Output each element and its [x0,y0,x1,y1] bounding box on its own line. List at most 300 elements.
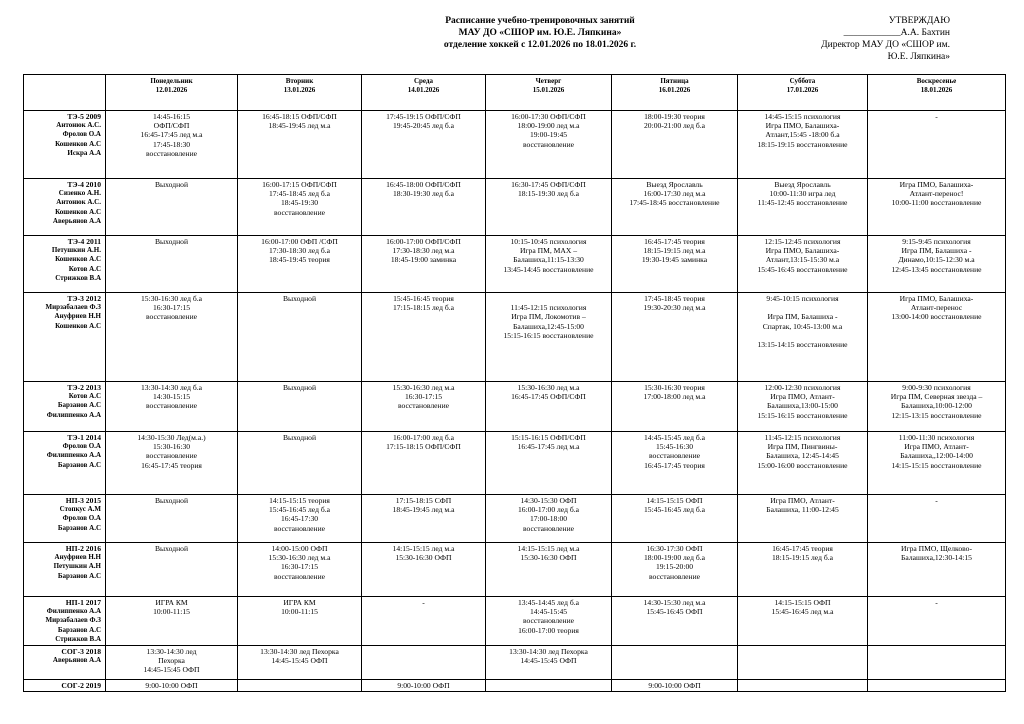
schedule-cell [238,179,362,236]
coach-name: Филиппенко А.А [46,410,101,419]
schedule-line: Выходной [282,294,317,303]
day-header [868,75,1006,111]
schedule-line: Динамо,10:15-12:30 м.а [898,255,975,265]
schedule-line: 13:30-14:30 лед Пехорка [260,647,339,657]
schedule-line: восстановление [273,523,326,533]
schedule-cell [486,111,612,179]
schedule-line [487,294,610,303]
schedule-line: 10:00-11:00 восстановление [891,198,982,208]
schedule-cell [106,597,238,646]
schedule-line: 17:45-18:30 [152,139,191,149]
schedule-line: 16:00-17:00 теория [518,625,579,635]
schedule-cell [612,597,738,646]
day-name: Четверг [535,77,562,85]
schedule-line: 10:00-11:15 [281,607,318,617]
schedule-line: восстановление [145,148,198,158]
schedule-line [739,647,866,656]
schedule-line [869,647,1004,656]
schedule-line: Игра ПМ, МАХ – [519,246,578,256]
schedule-line: восстановление [145,451,198,461]
schedule-cell [362,111,486,179]
schedule-line: 13:45-14:45 восстановление [503,264,594,274]
schedule-line: 17:15-18:15 СФП [395,496,452,505]
schedule-line: ОФП/СФП [153,121,190,131]
day-name: Воскресенье [916,77,957,85]
schedule-line [613,647,736,656]
schedule-line: 12:15-12:45 психология [764,237,841,246]
schedule-line: 14:30-15:30 лед м.а [643,598,706,607]
schedule-line: 14:15-15:15 восстановление [891,460,982,470]
coach-name: Стрижков В.А [55,634,101,643]
schedule-line: 16:30-17:15 [404,392,443,402]
schedule-line: Игра ПМО, Балашиха- [899,294,974,303]
approval-line-1: УТВЕРЖДАЮ [888,16,950,26]
schedule-line: 14:45-15:45 [529,607,568,617]
coach-name: Филиппенко А.А [46,607,101,616]
coach-name: Кошенков А.С [55,139,101,148]
schedule-line: 16:00-17:00 лед б.а [393,433,454,442]
schedule-cell [362,236,486,293]
schedule-cell [238,597,362,646]
schedule-cell [738,495,868,543]
schedule-cell [486,597,612,646]
schedule-cell [106,495,238,543]
schedule-line: 14:15-15:15 ОФП [646,496,703,505]
schedule-line [739,681,866,690]
schedule-line: Игра ПМО, Атлант- [904,442,969,452]
schedule-line: Балашиха, 12:45-14:45 [766,451,839,461]
schedule-line: Балашиха, 11:00-12:45 [766,505,839,515]
group-cell [24,597,106,646]
schedule-line: 16:45-17:45 лед м.а [517,442,580,452]
schedule-cell [612,646,738,680]
schedule-cell [238,680,362,692]
coach-name: Ануфриев Н.Н [54,312,101,321]
group-name: ТЭ-4 2011 [67,237,101,246]
schedule-cell [868,179,1006,236]
schedule-line: - [935,496,938,505]
schedule-line: 16:45-17:45 теория [772,544,833,553]
group-name: ТЭ-5 2009 [67,112,101,121]
group-row [24,646,1006,680]
schedule-cell [106,111,238,179]
schedule-line: Игра ПМО, Балашиха- [765,246,840,256]
schedule-line: 10:15-10:45 психология [510,237,587,246]
schedule-line: Выходной [154,237,189,246]
coach-name: Филиппенко А.А [46,451,101,460]
schedule-line: Игра ПМ, Балашиха - [901,246,972,256]
schedule-line: ИГРА КМ [283,598,316,607]
schedule-cell [486,432,612,495]
schedule-line: Игра ПМО, Балашиха- [899,180,974,189]
schedule-line: 13:30-14:30 лед [146,647,197,657]
schedule-line: 17:15-18:15 ОФП/СФП [386,442,461,452]
schedule-line: - [935,112,938,121]
schedule-line: ИГРА КМ [155,598,188,607]
group-cell [24,382,106,432]
schedule-line: 15:30-16:30 лед м.а [517,383,580,392]
schedule-line: Выходной [154,180,189,189]
schedule-line: 14:45-15:45 ОФП [271,656,328,666]
group-cell [24,432,106,495]
schedule-cell [486,382,612,432]
group-row [24,597,1006,646]
schedule-cell [238,382,362,432]
group-row [24,543,1006,597]
schedule-line: 18:45-19:45 лед м.а [268,121,331,131]
schedule-line: Балашиха,13:00-15:00 [767,401,838,411]
coach-name: Петушкин А.Н [53,562,101,571]
schedule-line [363,647,484,656]
schedule-line: 18:15-19:15 лед б.а [772,553,833,563]
schedule-line: 17:30-18:30 лед б.а [269,246,330,256]
group-row [24,179,1006,236]
schedule-line: 18:00-19:30 теория [644,112,705,121]
schedule-cell [738,293,868,382]
schedule-cell [362,382,486,432]
schedule-cell [238,543,362,597]
schedule-line: Балашиха,11:15-13:30 [513,255,584,265]
schedule-line: восстановление [273,571,326,581]
group-cell [24,236,106,293]
schedule-line: 12:45-13:45 восстановление [891,264,982,274]
coach-name: Фролов О.А [62,442,101,451]
schedule-body [24,111,1006,692]
schedule-line: Балашиха,,12:00-14:00 [900,451,973,461]
schedule-line: Выходной [154,544,189,553]
schedule-cell [362,646,486,680]
schedule-line: 18:15-19:30 лед б.а [518,189,579,199]
schedule-line: 14:15-15:15 лед м.а [392,544,455,553]
day-header [612,75,738,111]
schedule-line: Выезд Ярославль [774,180,831,189]
coach-name: Петушкин А.Н. [51,246,101,255]
schedule-cell [362,432,486,495]
approval-line-3: Директор МАУ ДО «СШОР им. [821,40,950,50]
schedule-cell [106,293,238,382]
schedule-line: 15:30-16:30 лед м.а [392,383,455,392]
day-header [238,75,362,111]
group-name: СОГ-2 2019 [61,681,101,691]
schedule-line [869,681,1004,690]
schedule-line: 16:30-17:15 [280,562,319,572]
schedule-line: 10:00-11:30 игра лед [769,189,836,199]
schedule-cell [362,495,486,543]
schedule-cell [486,293,612,382]
schedule-line: - [935,598,938,607]
day-header [362,75,486,111]
day-name: Пятница [660,77,689,85]
schedule-cell [486,495,612,543]
schedule-line: 10:00-11:15 [153,607,190,617]
schedule-line [487,681,610,690]
schedule-line: 11:45-12:15 психология [764,433,841,442]
schedule-line: 14:45-15:45 ОФП [520,656,577,666]
schedule-line: 15:15-16:15 ОФП/СФП [511,433,586,442]
schedule-cell [868,543,1006,597]
schedule-cell [106,680,238,692]
schedule-line: 19:30-20:30 лед м.а [643,303,706,313]
title-line-1: Расписание учебно-тренировочных занятий [445,16,635,26]
schedule-cell [612,432,738,495]
schedule-line: Выезд Ярославль [646,180,703,189]
group-cell [24,495,106,543]
schedule-line: 15:15-16:15 восстановление [503,330,594,340]
schedule-line: 14:30-15:30 ОФП [520,496,577,505]
schedule-cell [362,680,486,692]
schedule-line: 12:15-13:15 восстановление [891,410,982,420]
day-name: Вторник [285,77,314,85]
coach-name: Фролов О.А [62,130,101,139]
schedule-line: Балашиха,12:45-15:00 [513,321,584,331]
group-name: НП-2 2016 [65,544,101,553]
schedule-line: 18:45-19:45 теория [269,255,330,265]
group-row [24,382,1006,432]
schedule-line: 14:30-15:15 [152,392,191,402]
coach-name: Искра А.А [67,148,101,157]
schedule-cell [738,236,868,293]
schedule-cell [106,646,238,680]
schedule-line: 16:45-17:45 лед м.а [140,130,203,140]
group-cell [24,179,106,236]
schedule-cell [238,236,362,293]
schedule-cell [486,680,612,692]
schedule-line: 15:30-16:30 [152,442,191,452]
schedule-title [370,15,710,51]
schedule-line: 14:15-15:15 лед м.а [517,544,580,553]
schedule-cell [106,179,238,236]
schedule-line: 17:45-18:45 теория [644,294,705,303]
schedule-line: 11:00-11:30 психология [898,433,975,442]
schedule-line: 13:30-14:30 лед б.а [141,383,202,392]
schedule-line: восстановление [397,401,450,411]
approval-line-4: Ю.Е. Ляпкина» [887,52,950,62]
schedule-cell [738,680,868,692]
schedule-line: Игра ПМ, Пингвины- [767,442,838,452]
schedule-cell [868,432,1006,495]
coach-name: Кошенков А.С [55,321,101,330]
group-row [24,111,1006,179]
schedule-cell [362,543,486,597]
schedule-line: восстановление [648,451,701,461]
schedule-line: 15:30-16:30 ОФП [395,553,452,563]
schedule-line: 15:45-16:45 лед б.а [644,505,705,515]
group-name: ТЭ-3 2012 [67,294,101,303]
coach-name: Аверьянов А.А [52,216,101,225]
schedule-line: восстановление [522,523,575,533]
schedule-line: Игра ПМО, Щелково- [901,544,972,553]
group-name: НП-3 2015 [65,496,101,505]
coach-name: Кошенков А.С [55,255,101,264]
schedule-line: Игра ПМО, Балашиха- [765,121,840,131]
schedule-cell [106,382,238,432]
day-name: Понедельник [150,77,193,85]
schedule-cell [486,646,612,680]
schedule-cell [486,543,612,597]
schedule-cell [238,293,362,382]
group-row [24,495,1006,543]
schedule-line: 15:45-16:45 лед б.а [269,505,330,515]
schedule-line: 15:45-16:45 восстановление [757,264,848,274]
schedule-line: Атлант,15:45 -18:00 б.а [765,130,840,140]
schedule-cell [868,236,1006,293]
schedule-cell [868,680,1006,692]
coach-name: Кошенков А.С [55,207,101,216]
schedule-line [239,681,360,690]
schedule-line: 16:30-17:45 ОФП/СФП [511,180,586,189]
group-name: СОГ-3 2018 [61,647,101,657]
schedule-cell [738,432,868,495]
schedule-line: 9:15-9:45 психология [902,237,971,246]
schedule-line: 17:45-19:15 ОФП/СФП [386,112,461,121]
schedule-line [739,303,866,312]
schedule-line: 14:45-15:15 психология [764,112,841,121]
schedule-line: 16:45-18:00 ОФП/СФП [386,180,461,189]
schedule-line: восстановление [648,571,701,581]
schedule-line: Выходной [282,383,317,392]
schedule-cell [612,236,738,293]
schedule-line: Атлант-перенос! [909,189,964,199]
schedule-line: 18:45-19:45 лед м.а [392,505,455,515]
schedule-line: 17:00-18:00 [529,514,568,524]
schedule-cell [612,543,738,597]
group-cell [24,543,106,597]
day-date: 13.01.2026 [283,85,316,94]
schedule-cell [362,597,486,646]
schedule-cell [612,111,738,179]
schedule-line: Игра ПМ, Балашиха - [767,312,838,322]
schedule-line: 15:30-16:30 лед б.а [141,294,202,303]
coach-name: Стрижков В.А [55,273,101,282]
schedule-line: восстановление [522,616,575,626]
schedule-line: 16:00-17:15 ОФП/СФП [262,180,337,189]
schedule-line: 9:00-10:00 ОФП [648,681,701,691]
schedule-cell [868,646,1006,680]
schedule-line: 19:00-19:45 [529,130,568,140]
schedule-line: 16:45-17:45 ОФП/СФП [511,392,586,402]
schedule-line: Балашиха,10:00-12:00 [901,401,972,411]
day-date: 18.01.2026 [920,85,953,94]
coach-name: Сизенко А.Н. [58,189,101,198]
day-date: 12.01.2026 [155,85,188,94]
day-date: 16.01.2026 [658,85,691,94]
schedule-line: 15:30-16:30 лед м.а [268,553,331,563]
schedule-cell [868,597,1006,646]
group-row [24,680,1006,692]
schedule-line: 16:30-17:15 [152,303,191,313]
schedule-line: Спартак, 10:45-13:00 м.а [762,321,843,331]
schedule-line: 11:45-12:45 восстановление [757,198,848,208]
schedule-cell [238,646,362,680]
schedule-line: 18:30-19:30 лед б.а [393,189,454,199]
schedule-cell [738,382,868,432]
schedule-cell [868,495,1006,543]
schedule-cell [238,495,362,543]
schedule-cell [612,293,738,382]
schedule-line: 16:00-17:00 ОФП /СФП [261,237,338,246]
schedule-table [23,74,1006,692]
schedule-cell [106,432,238,495]
schedule-line: 13:45-14:45 лед б.а [518,598,579,607]
schedule-cell [612,382,738,432]
schedule-cell [868,382,1006,432]
day-name: Среда [413,77,433,85]
schedule-line: 17:00-18:00 лед м.а [643,392,706,402]
coach-name: Котов А.С [68,264,101,273]
schedule-line: 17:45-18:45 восстановление [629,198,720,208]
coach-name: Барзанов А.С [57,523,101,532]
schedule-line: 20:00-21:00 лед б.а [644,121,705,131]
schedule-cell [362,179,486,236]
schedule-cell [612,495,738,543]
schedule-cell [238,111,362,179]
schedule-cell [362,293,486,382]
schedule-line: 9:45-10:15 психология [766,294,839,303]
day-date: 15.01.2026 [532,85,565,94]
schedule-line: 17:30-18:30 лед м.а [392,246,455,256]
schedule-line: 18:00-19:00 лед м.а [517,121,580,131]
coach-name: Стопкус А.М [59,505,101,514]
schedule-line: Выходной [154,496,189,505]
schedule-cell [106,236,238,293]
schedule-line: 16:45-17:45 теория [644,237,705,246]
schedule-line: 16:30-17:30 ОФП [646,544,703,553]
schedule-line: 16:00-17:30 лед м.а [643,189,706,199]
schedule-line: 13:00-14:00 восстановление [891,312,982,322]
schedule-cell [738,543,868,597]
schedule-line: Балашиха,12:30-14:15 [901,553,972,563]
schedule-line: 9:00-9:30 психология [902,383,971,392]
schedule-line: 18:00-19:00 лед б.а [644,553,705,563]
schedule-line: Выходной [282,433,317,442]
schedule-line: Игра ПМ, Северная звезда – [890,392,983,402]
schedule-cell [106,543,238,597]
coach-name: Барзанов А.С [57,460,101,469]
schedule-line: 17:15-18:15 лед б.а [393,303,454,313]
schedule-cell [738,111,868,179]
coach-name: Антонюк А.С. [56,121,101,130]
schedule-line: 18:45-19:30 [280,198,319,208]
schedule-line: восстановление [145,312,198,322]
coach-name: Ануфриев Н.Н [54,553,101,562]
group-row [24,236,1006,293]
schedule-line: Атлант-перенос [910,303,963,313]
schedule-line: 13:30-14:30 лед Пехорка [509,647,588,657]
schedule-line: 16:45-18:15 ОФП/СФП [262,112,337,121]
group-name: ТЭ-2 2013 [67,383,101,392]
schedule-line: 9:00-10:00 ОФП [145,681,198,691]
schedule-line: 15:45-16:45 ОФП [646,607,703,617]
schedule-line: 16:00-17:30 ОФП/СФП [511,112,586,121]
header-row [24,75,1006,111]
schedule-line: 18:15-19:15 лед м.а [643,246,706,256]
schedule-line: 13:15-14:15 восстановление [757,340,848,350]
schedule-cell [738,179,868,236]
schedule-line: 11:45-12:15 психология [510,303,587,313]
day-header [738,75,868,111]
coach-name: Аверьянов А.А [52,656,101,665]
schedule-line: 15:45-16:45 теория [393,294,454,303]
schedule-line: 19:30-19:45 заминка [641,255,708,265]
schedule-line: восстановление [273,207,326,217]
schedule-line: 15:45-16:45 лед м.а [771,607,834,617]
coach-name: Мирзабалаев Ф.З [45,303,101,312]
schedule-line: 14:45-15:45 лед б.а [644,433,705,442]
coach-name: Котов А.С [68,392,101,401]
schedule-cell [868,293,1006,382]
group-name: НП-1 2017 [65,598,101,607]
schedule-line: 16:00-17:00 ОФП/СФП [386,237,461,246]
